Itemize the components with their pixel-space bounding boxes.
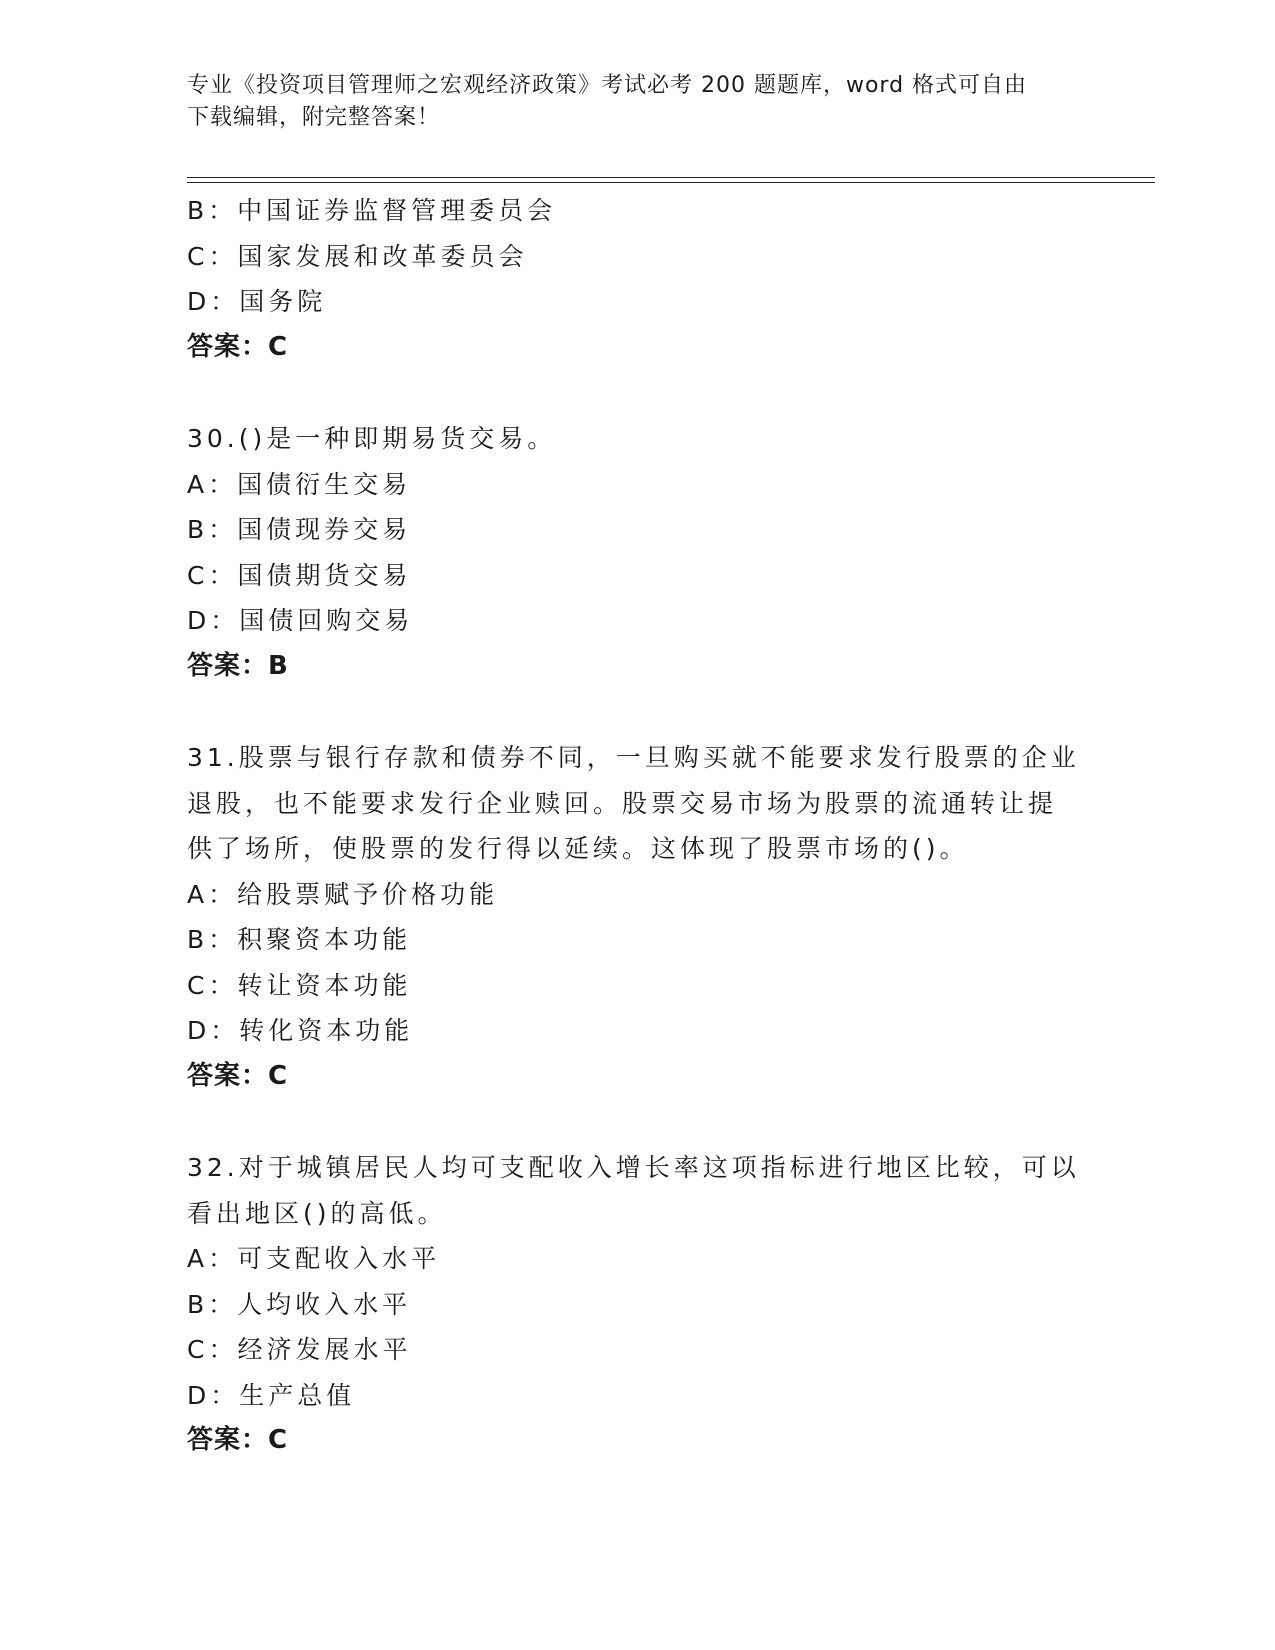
option-c: C：经济发展水平 <box>187 1335 412 1364</box>
answer: 答案：C <box>187 1060 289 1091</box>
option-d: D：国债回购交易 <box>187 606 414 635</box>
answer: 答案：B <box>187 650 289 681</box>
header-line-1: 专业《投资项目管理师之宏观经济政策》考试必考 200 题题库，word 格式可自由 <box>187 73 1028 98</box>
header-rule-top <box>187 177 1155 178</box>
option-d: D：国务院 <box>187 287 327 316</box>
question-29-continued <box>187 188 1087 370</box>
document-header <box>187 70 1087 134</box>
option-a: A：给股票赋予价格功能 <box>187 879 499 909</box>
answer: 答案：C <box>187 331 289 362</box>
option-a: A：可支配收入水平 <box>187 1244 441 1273</box>
option-c: C：国债期货交易 <box>187 560 412 590</box>
question-stem: 供了场所，使股票的发行得以延续。这体现了股票市场的()。 <box>187 834 969 863</box>
option-b: B：人均收入水平 <box>187 1289 412 1319</box>
option-d: D：转化资本功能 <box>187 1016 414 1045</box>
option-d: D：生产总值 <box>187 1380 356 1410</box>
question-stem: 退股，也不能要求发行企业赎回。股票交易市场为股票的流通转让提 <box>187 788 1058 818</box>
option-b: B：国债现券交易 <box>187 515 412 544</box>
question-31 <box>187 735 1087 1099</box>
header-line-2: 下载编辑，附完整答案！ <box>187 105 441 130</box>
header-rule-bottom <box>187 182 1155 183</box>
option-a: A：国债衍生交易 <box>187 469 412 499</box>
option-c: C：转让资本功能 <box>187 970 412 1000</box>
option-c: C：国家发展和改革委员会 <box>187 241 528 271</box>
question-32 <box>187 1145 1087 1464</box>
option-b: B：中国证券监督管理委员会 <box>187 196 557 225</box>
answer: 答案：C <box>187 1425 289 1455</box>
question-stem: 31.股票与银行存款和债券不同，一旦购买就不能要求发行股票的企业 <box>187 743 1080 772</box>
question-30 <box>187 416 1087 689</box>
question-stem: 30.()是一种即期易货交易。 <box>187 424 557 453</box>
option-b: B：积聚资本功能 <box>187 925 412 954</box>
question-stem: 看出地区()的高低。 <box>187 1198 447 1228</box>
question-stem: 32.对于城镇居民人均可支配收入增长率这项指标进行地区比较，可以 <box>187 1153 1080 1182</box>
document-body <box>187 188 1087 1510</box>
